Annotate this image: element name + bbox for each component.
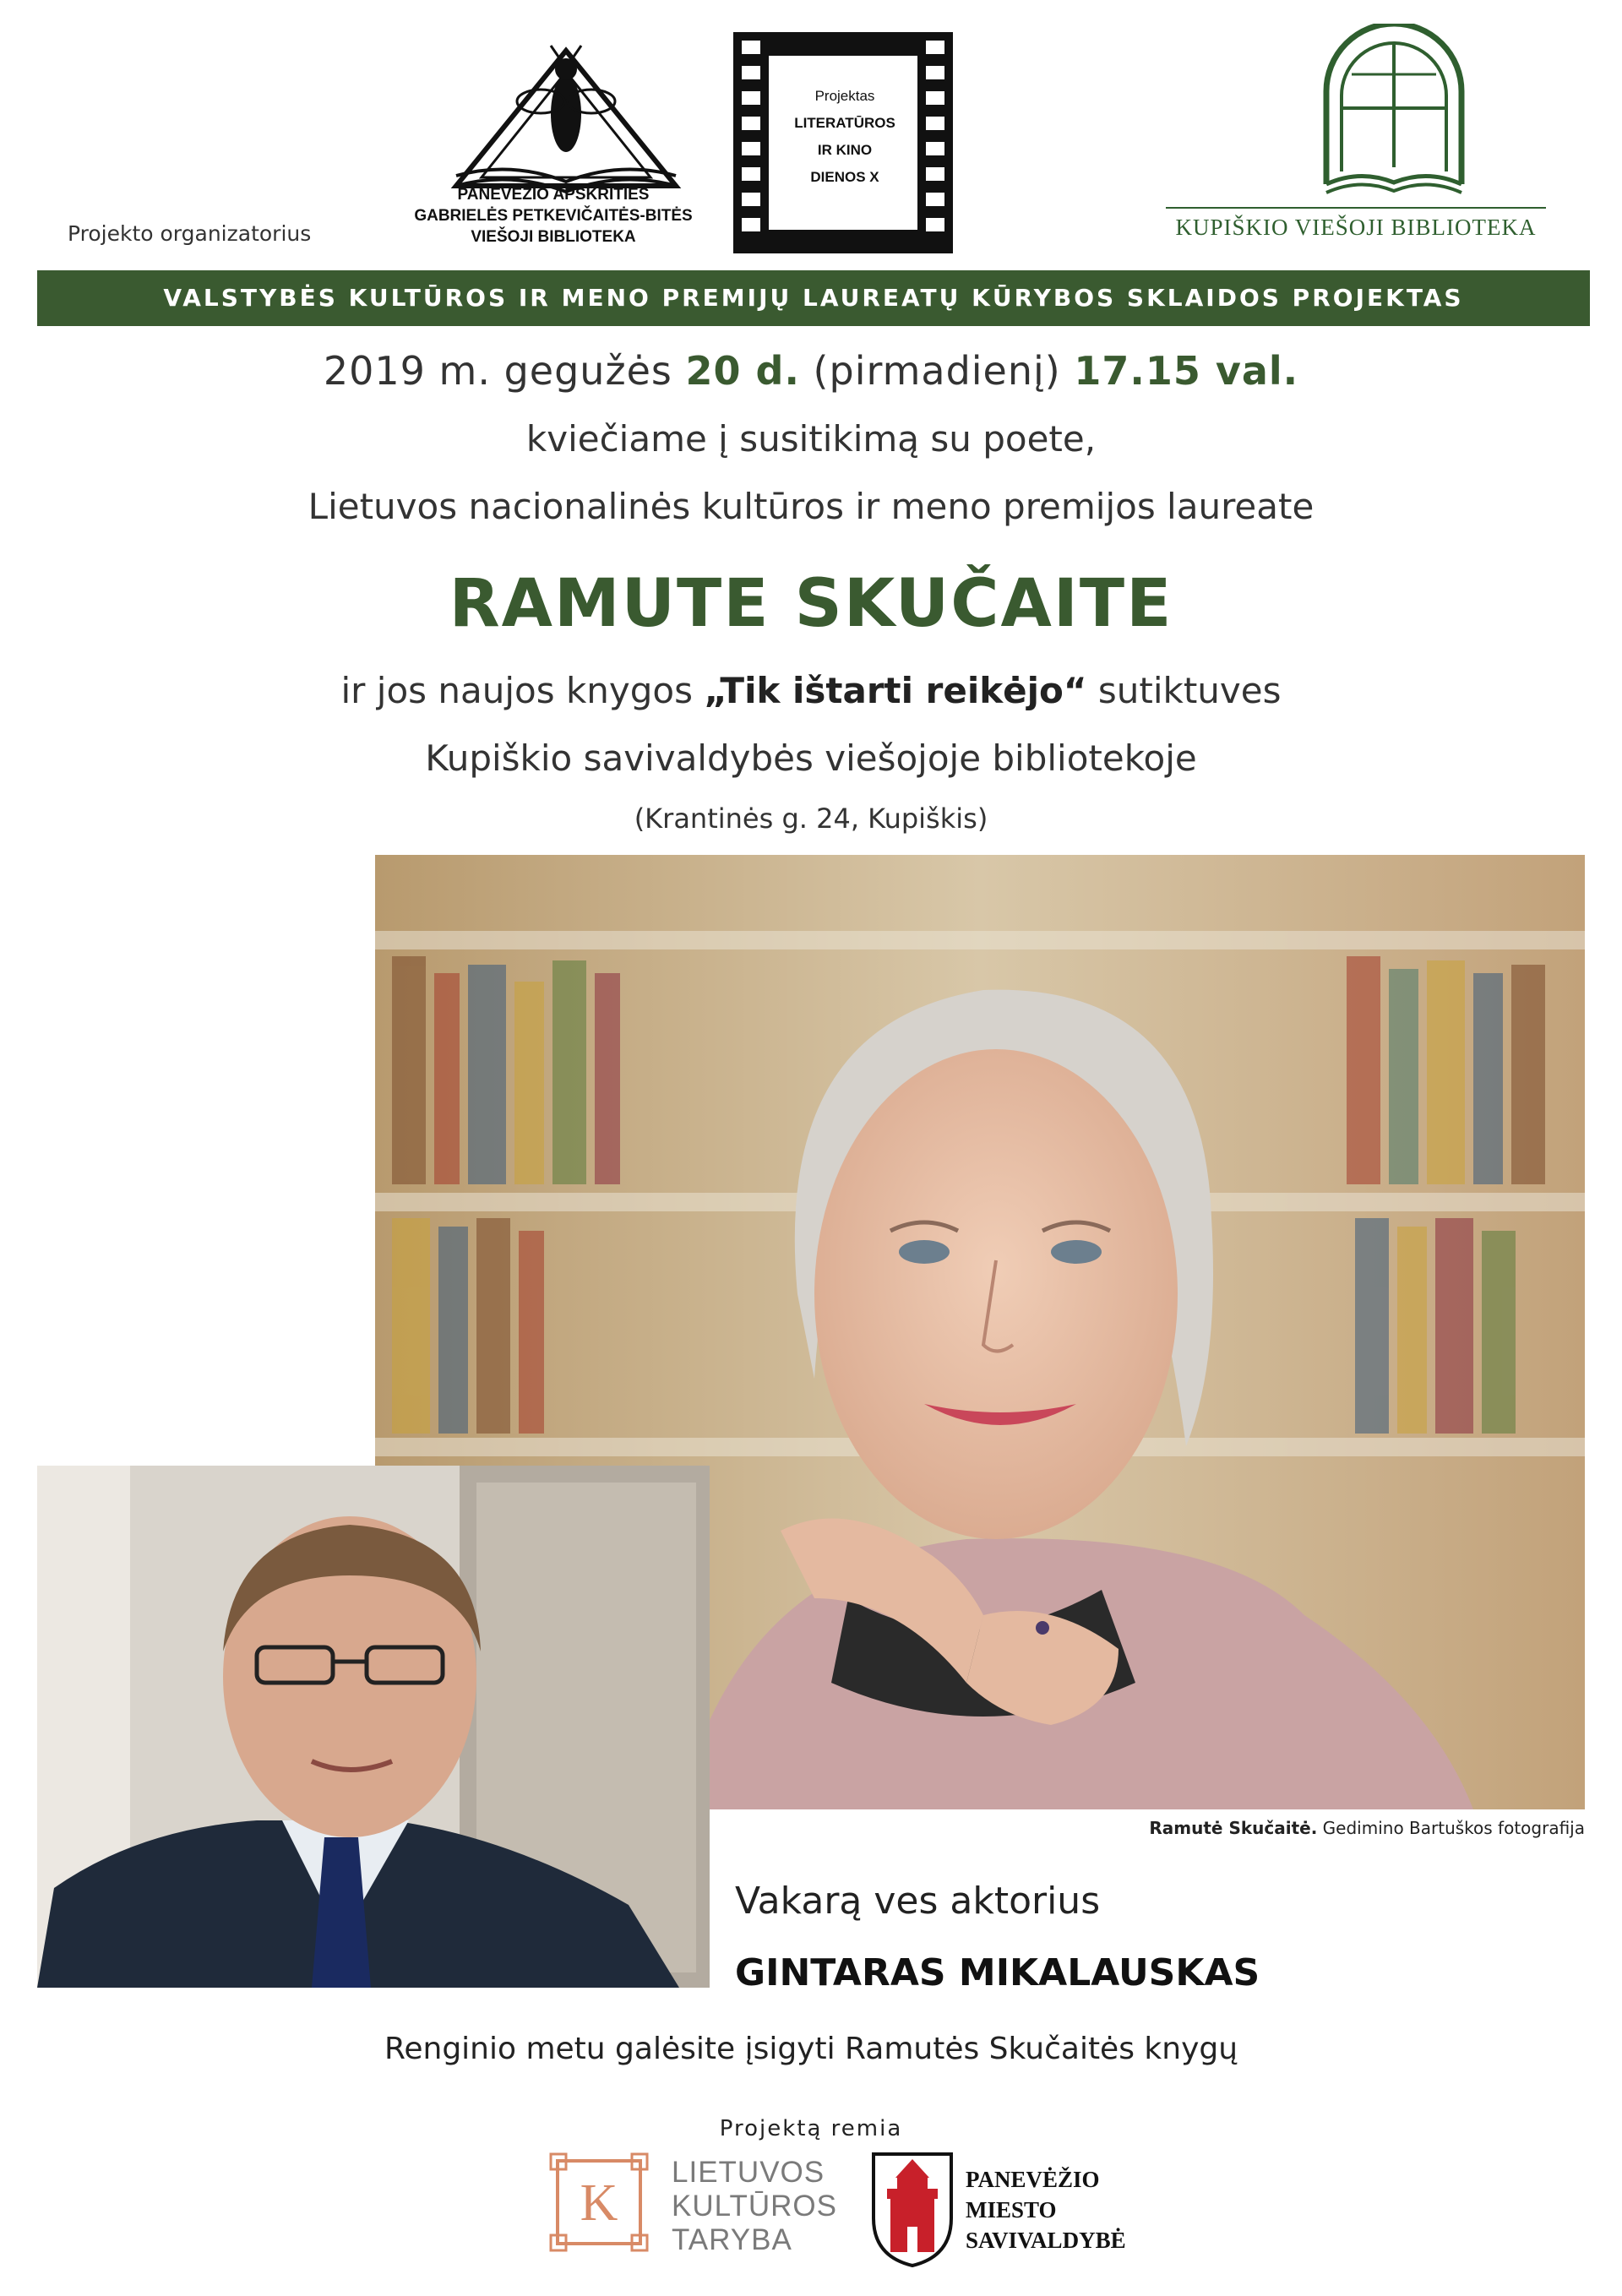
host-name: GINTARAS MIKALAUSKAS	[735, 1951, 1260, 1994]
event-time: 17.15 val.	[1074, 348, 1299, 394]
kupiskis-library-window-logo-icon	[1293, 24, 1495, 203]
photo-caption-name: Ramutė Skučaitė.	[1149, 1818, 1318, 1838]
venue-line: Kupiškio savivaldybės viešojoje bibliotekoje	[425, 737, 1197, 779]
support-label: Projektą remia	[719, 2116, 903, 2141]
ltk-letter: K	[580, 2174, 618, 2232]
ltk-line-3: TARYBA	[672, 2223, 792, 2256]
poet-name: RAMUTE SKUČAITE	[449, 566, 1173, 642]
organizer-label: Projekto organizatorius	[68, 221, 312, 246]
panevezys-library-line-3: VIEŠOJI BIBLIOTEKA	[471, 228, 636, 246]
panevezys-line-1: PANEVĖŽIO	[966, 2167, 1100, 2192]
event-weekday: (pirmadienį)	[799, 348, 1075, 394]
film-project-line-2: IR KINO	[817, 142, 873, 158]
film-project-line-1: LITERATŪROS	[794, 115, 895, 131]
project-banner-text: VALSTYBĖS KULTŪROS IR MENO PREMIJŲ LAUREATŲ KŪRYBOS SKLAIDOS PROJEKTAS	[163, 284, 1464, 312]
panevezys-library-line-1: PANEVĖŽIO APSKRITIES	[457, 186, 650, 204]
book-suffix: sutiktuves	[1086, 670, 1282, 711]
film-project-line-3: DIENOS X	[810, 169, 879, 185]
book-prefix: ir jos naujos knygos	[340, 670, 705, 711]
invite-line: kviečiame į susitikimą su poete,	[525, 418, 1097, 460]
film-project-label: Projektas	[814, 88, 875, 104]
panevezys-line-2: MIESTO	[966, 2197, 1057, 2223]
photo-caption	[929, 1818, 1585, 1838]
panevezys-municipality-name	[966, 2164, 1126, 2255]
book-line	[0, 670, 1622, 711]
ltk-line-2: KULTŪROS	[672, 2190, 837, 2223]
panevezys-library-line-2: GABRIELĖS PETKEVIČAITĖS-BITĖS	[414, 207, 693, 225]
event-day: 20 d.	[685, 348, 800, 394]
ltk-line-1: LIETUVOS	[672, 2156, 825, 2189]
film-project-text	[773, 83, 917, 191]
host-portrait-photo	[37, 1466, 710, 1988]
panevezys-library-name	[363, 184, 743, 248]
books-note: Renginio metu galėsite įsigyti Ramutės Skučaitės knygų	[384, 2032, 1238, 2066]
lithuanian-culture-council-logo-icon	[547, 2151, 650, 2254]
laureate-line: Lietuvos nacionalinės kultūros ir meno premijos laureate	[308, 486, 1314, 527]
event-date-line	[0, 348, 1622, 394]
photo-caption-credit: Gedimino Bartuškos fotografija	[1317, 1818, 1585, 1838]
panevezys-crest-icon	[870, 2151, 955, 2269]
event-date-prefix: 2019 m. gegužės	[323, 348, 686, 394]
panevezys-line-3: SAVIVALDYBĖ	[966, 2228, 1126, 2253]
book-title: „Tik ištarti reikėjo“	[704, 670, 1087, 711]
lithuanian-culture-council-name	[672, 2156, 837, 2257]
address-line: (Krantinės g. 24, Kupiškis)	[634, 803, 988, 835]
kupiskis-library-name: KUPIŠKIO VIEŠOJI BIBLIOTEKA	[1175, 215, 1537, 240]
kupiskis-logo-divider	[1166, 207, 1546, 209]
host-label: Vakarą ves aktorius	[735, 1880, 1101, 1923]
